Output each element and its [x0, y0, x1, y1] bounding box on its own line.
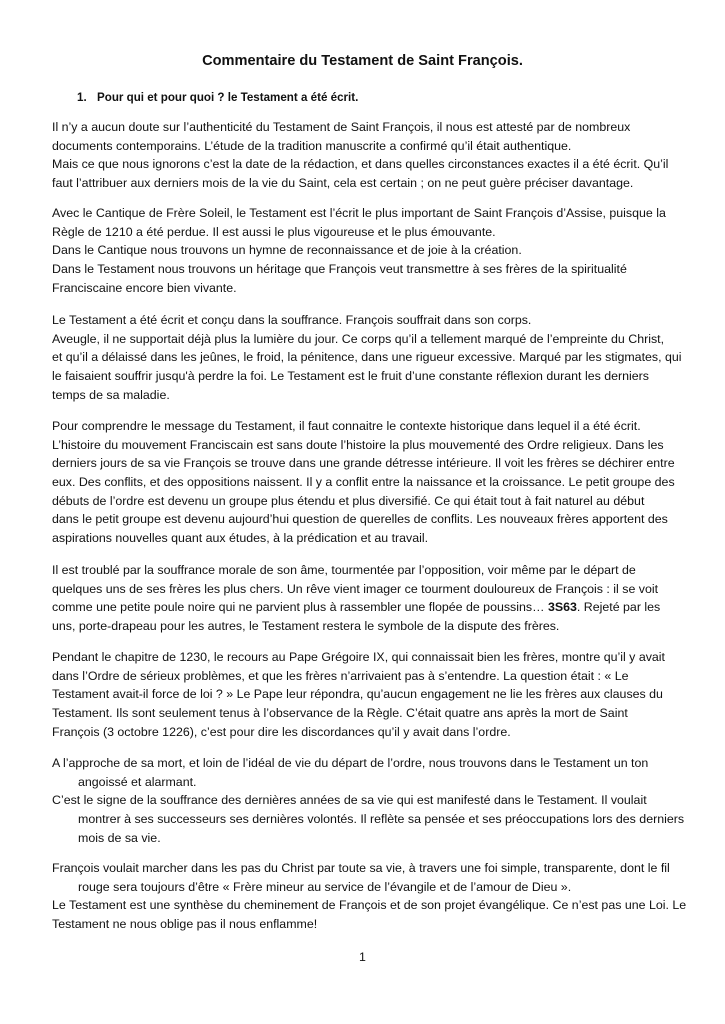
text-line: et qu’il a délaissé dans les jeûnes, le froid, la pénitence, dans une rigueur excessive. Marqué par les stigmates, qui	[52, 350, 682, 365]
paragraph	[52, 118, 674, 193]
paragraph	[52, 859, 687, 934]
text-line: C’est le signe de la souffrance des dernières années de sa vie qui est manifesté dans le Testament. Il voulait	[52, 793, 647, 808]
paragraph	[52, 311, 682, 404]
text-line: Testament avait-il force de loi ? » Le Pape leur répondra, qu’aucun engagement ne lie les frères aux clauses du	[52, 687, 663, 702]
text-line: dans l’Ordre de sérieux problèmes, et que les frères n’arrivaient pas à s’entendre. La question était : « Le	[52, 668, 629, 683]
text-line: temps de sa maladie.	[52, 387, 170, 402]
paragraph	[52, 648, 674, 741]
text-line: débuts de l’ordre est devenu un groupe plus étendu et plus diversifié. Ce qui était tout à fait naturel au début	[52, 493, 645, 508]
text-line: quelques uns de ses frères les plus chers. Un rêve vient imager ce tourment douloureux de François : il se voit	[52, 581, 659, 596]
text-line: rouge sera toujours d’être « Frère mineur au service de l’évangile et de l’amour de Dieu ».	[78, 879, 572, 894]
text-line: Il n’y a aucun doute sur l’authenticité du Testament de Saint François, il nous est attesté par de nombreux	[52, 120, 631, 134]
text-line: Aveugle, il ne supportait déjà plus la lumière du jour. Ce corps qu’il a tellement marqué de l’empreinte du Christ,	[52, 331, 665, 346]
text-line: Pour comprendre le message du Testament, il faut connaitre le contexte historique dans lequel il a été écrit.	[52, 419, 641, 433]
text-line: Dans le Testament nous trouvons un héritage que François veut transmettre à ses frères de la spiritualité	[52, 262, 627, 277]
text-line: uns, porte-drapeau pour les autres, le Testament restera le symbole de la dispute des frères.	[52, 619, 560, 634]
text-line: angoissé et alarmant.	[78, 774, 197, 789]
text-line: le faisaient souffrir jusqu'à perdre la foi. Le Testament est le fruit d’une constante réflexion durant les derniers	[52, 369, 649, 384]
section-label: Pour qui et pour quoi ? le Testament a été écrit.	[97, 91, 359, 104]
source-reference: 3S63	[547, 600, 577, 615]
text-line: Règle de 1210 a été perdue. Il est aussi le plus vigoureuse et le plus émouvante.	[52, 224, 496, 239]
text-line: mois de sa vie.	[78, 830, 161, 845]
text-line: L’histoire du mouvement Franciscain est sans doute l’histoire la plus mouvementé des Ordre religieux. Dans les	[52, 437, 664, 452]
paragraph	[52, 561, 674, 636]
text-line: Dans le Cantique nous trouvons un hymne de reconnaissance et de joie à la création.	[52, 243, 522, 258]
text-line: eux. Des conflits, et des oppositions naissent. Il y a conflit entre la naissance et la croissance. Le petit groupe des	[52, 475, 675, 490]
text-line: Le Testament est une synthèse du cheminement de François et de son projet évangélique. Ce n’est pas une Loi. Le	[52, 898, 687, 913]
text-line: Avec le Cantique de Frère Soleil, le Testament est l’écrit le plus important de Saint François d’Assise, puisque la	[52, 206, 666, 220]
text-line: A l’approche de sa mort, et loin de l’idéal de vie du départ de l’ordre, nous trouvons dans le Testament un ton	[52, 756, 649, 770]
text-line: Testament. Ils sont seulement tenus à l’observance de la Règle. C’était quatre ans après la mort de Saint	[52, 706, 628, 721]
section-number: 1.	[77, 91, 87, 104]
text-line: Franciscaine encore bien vivante.	[52, 280, 237, 295]
page-number: 1	[359, 950, 366, 964]
text-segment: comme une petite poule noire qui ne parvient plus à rassembler une flopée de poussins…	[52, 600, 548, 615]
text-line: dans le petit groupe est devenu aujourd’hui question de querelles de conflits. Les nouveaux frères apportent des	[52, 512, 668, 527]
text-line	[52, 598, 674, 617]
text-line: montrer à ses successeurs ses dernières volontés. Il reflète sa pensée et ses préoccupations lors des derniers	[78, 812, 685, 827]
document-title: Commentaire du Testament de Saint François.	[202, 53, 523, 69]
text-line: Le Testament a été écrit et conçu dans la souffrance. François souffrait dans son corps.	[52, 313, 532, 327]
paragraph	[52, 204, 674, 297]
text-line: aspirations nouvelles quant aux études, à la prédication et au travail.	[52, 531, 429, 546]
text-line: Il est troublé par la souffrance morale de son âme, tourmentée par l’opposition, voir même par le départ de	[52, 563, 636, 577]
text-line: documents contemporains. L’étude de la tradition manuscrite a confirmé qu’il était authentique.	[52, 138, 572, 153]
section-heading	[77, 89, 358, 107]
text-line: Mais ce que nous ignorons c’est la date de la rédaction, et dans quelles circonstances exactes il a été écrit. Qu’il	[52, 157, 669, 172]
text-line: François voulait marcher dans les pas du Christ par toute sa vie, à travers une foi simple, transparente, dont le fil	[52, 861, 670, 875]
text-line: Pendant le chapitre de 1230, le recours au Pape Grégoire IX, qui connaissait bien les frères, montre qu’il y avait	[52, 650, 665, 664]
text-line: Testament ne nous oblige pas il nous enflamme!	[52, 917, 318, 932]
text-line: François (3 octobre 1226), c’est pour dire les discordances qu’il y avait dans l’ordre.	[52, 724, 511, 739]
paragraph	[52, 417, 674, 548]
text-line: derniers jours de sa vie François se trouve dans une grande détresse intérieure. Il voit les frères se déchirer entre	[52, 456, 675, 471]
paragraph	[52, 754, 685, 847]
text-line: faut l’attribuer aux derniers mois de la vie du Saint, cela est certain ; on ne peut guère préciser davantage.	[52, 176, 634, 191]
text-segment: . Rejeté par les	[576, 600, 661, 615]
